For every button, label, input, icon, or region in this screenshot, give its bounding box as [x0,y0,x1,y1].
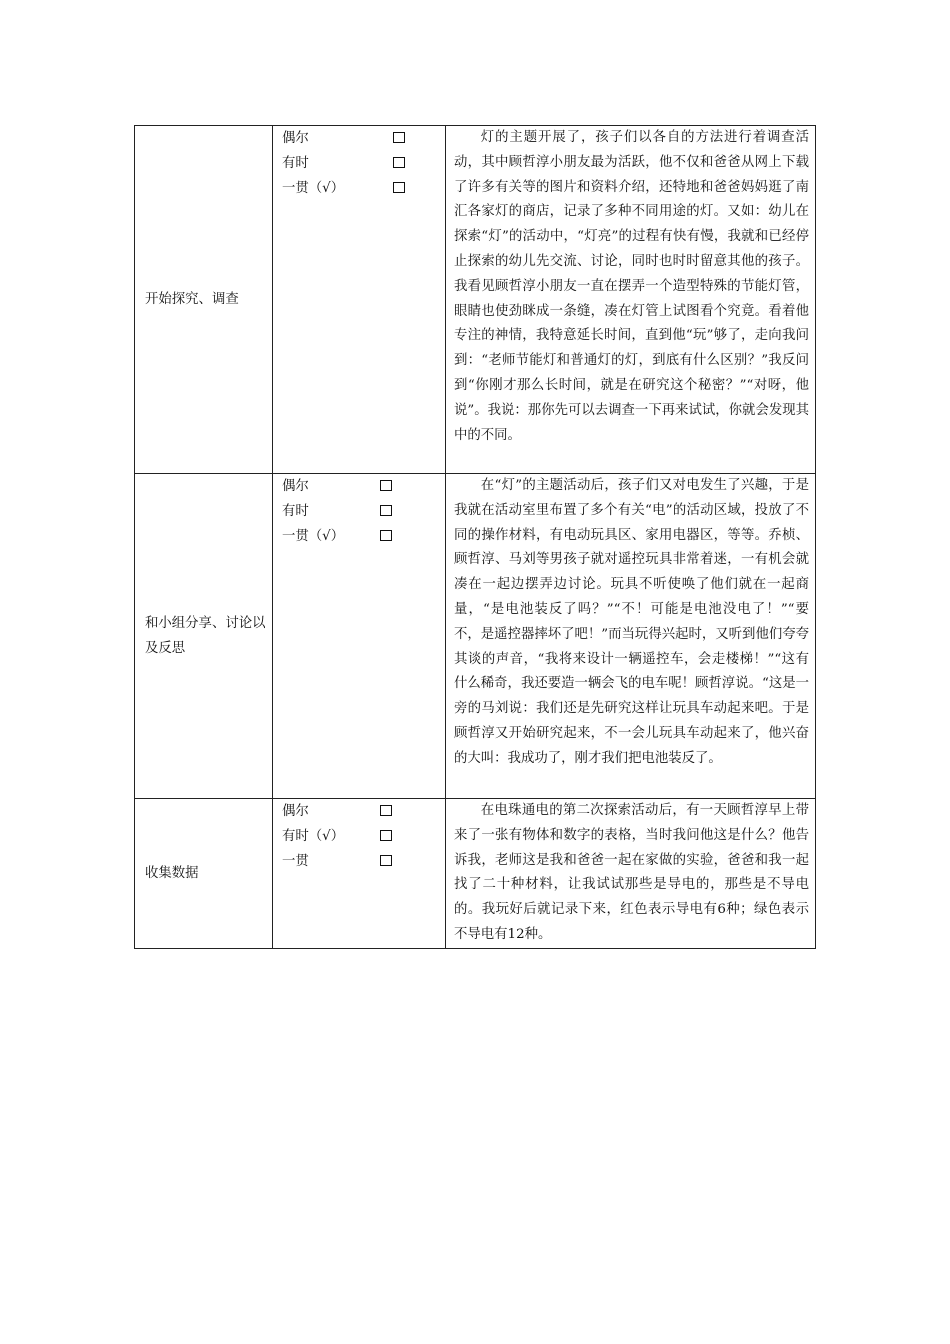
option-occasionally [273,799,445,824]
option-occasionally [273,474,445,499]
category-label: 开始探究、调查 [145,292,239,307]
category-cell [135,474,273,799]
description-text: 在“灯”的主题活动后，孩子们又对电发生了兴趣，于是我就在活动室里布置了多个有关“电”的活动区域，投放了不同的操作材料，有电动玩具区、家用电器区，等等。乔桢、顾哲淳、马刘等男孩子就对遥控玩具非常着迷，一有机会就凑在一起边摆弄边讨论。玩具不听使唤了他们就在一起商量，“是电池装反了吗？”“不！可能是电池没电了！”“要不，是遥控器摔坏了吧！”而当玩得兴起时，又听到他们夸夸其谈的声音，“我将来设计一辆遥控车，会走楼梯！”“这有什么稀奇，我还要造一辆会飞的电车呢！顾哲淳说。“这是一旁的马刘说：我们还是先研究这样让玩具车动起来吧。于是顾哲淳又开始研究起来，不一会儿玩具车动起来了，他兴奋的大叫：我成功了，刚才我们把电池装反了。 [454,478,809,766]
category-cell [135,126,273,474]
option-sometimes [273,151,445,176]
category-label: 收集数据 [145,866,199,881]
option-label: 一贯（√） [282,181,345,196]
option-consistently [273,524,445,549]
checkbox-icon[interactable] [380,530,392,541]
checkbox-icon[interactable] [380,480,392,491]
description-text: 在电珠通电的第二次探索活动后，有一天顾哲淳早上带来了一张有物体和数字的表格，当时我问他这是什么？他告诉我，老师这是我和爸爸一起在家做的实验，爸爸和我一起找了二十种材料，让我试试那些是导电的，那些是不导电的。我玩好后就记录下来，红色表示导电有6种；绿色表示不导电有12种。 [454,803,809,942]
frequency-cell [273,126,446,474]
option-label: 一贯 [282,854,309,869]
option-label: 偶尔 [282,131,309,146]
option-occasionally [273,126,445,151]
option-sometimes [273,824,445,849]
checkbox-icon[interactable] [393,132,405,143]
option-label: 偶尔 [282,804,309,819]
description-cell [446,799,816,949]
option-consistently [273,849,445,874]
checkbox-icon[interactable] [380,830,392,841]
option-label: 偶尔 [282,479,309,494]
description-cell [446,474,816,799]
description-cell [446,126,816,474]
option-label: 有时 [282,156,309,171]
table-row [135,474,816,799]
option-label: 有时（√） [282,829,345,844]
option-sometimes [273,499,445,524]
option-label: 有时 [282,504,309,519]
observation-table [134,125,816,949]
checkbox-icon[interactable] [380,805,392,816]
frequency-cell [273,799,446,949]
option-consistently [273,176,445,201]
checkbox-icon[interactable] [380,505,392,516]
frequency-cell [273,474,446,799]
checkbox-icon[interactable] [393,157,405,168]
table-row [135,799,816,949]
description-text: 灯的主题开展了，孩子们以各自的方法进行着调查活动，其中顾哲淳小朋友最为活跃，他不仅和爸爸从网上下载了许多有关等的图片和资料介绍，还特地和爸爸妈妈逛了南汇各家灯的商店，记录了多种不同用途的灯。又如：幼儿在探索“灯”的活动中，“灯亮”的过程有快有慢，我就和已经停止探索的幼儿先交流、讨论，同时也时时留意其他的孩子。我看见顾哲淳小朋友一直在摆弄一个造型特殊的节能灯管，眼睛也使劲眯成一条缝，凑在灯管上试图看个究竟。看着他专注的神情，我特意延长时间，直到他“玩”够了，走向我问到：“老师节能灯和普通灯的灯，到底有什么区别？”我反问到“你刚才那么长时间，就是在研究这个秘密？”“对呀，他说”。我说：那你先可以去调查一下再来试试，你就会发现其中的不同。 [454,130,809,443]
checkbox-icon[interactable] [380,855,392,866]
checkbox-icon[interactable] [393,182,405,193]
category-cell [135,799,273,949]
table-row [135,126,816,474]
option-label: 一贯（√） [282,529,345,544]
category-label: 和小组分享、讨论以及反思 [145,616,266,656]
